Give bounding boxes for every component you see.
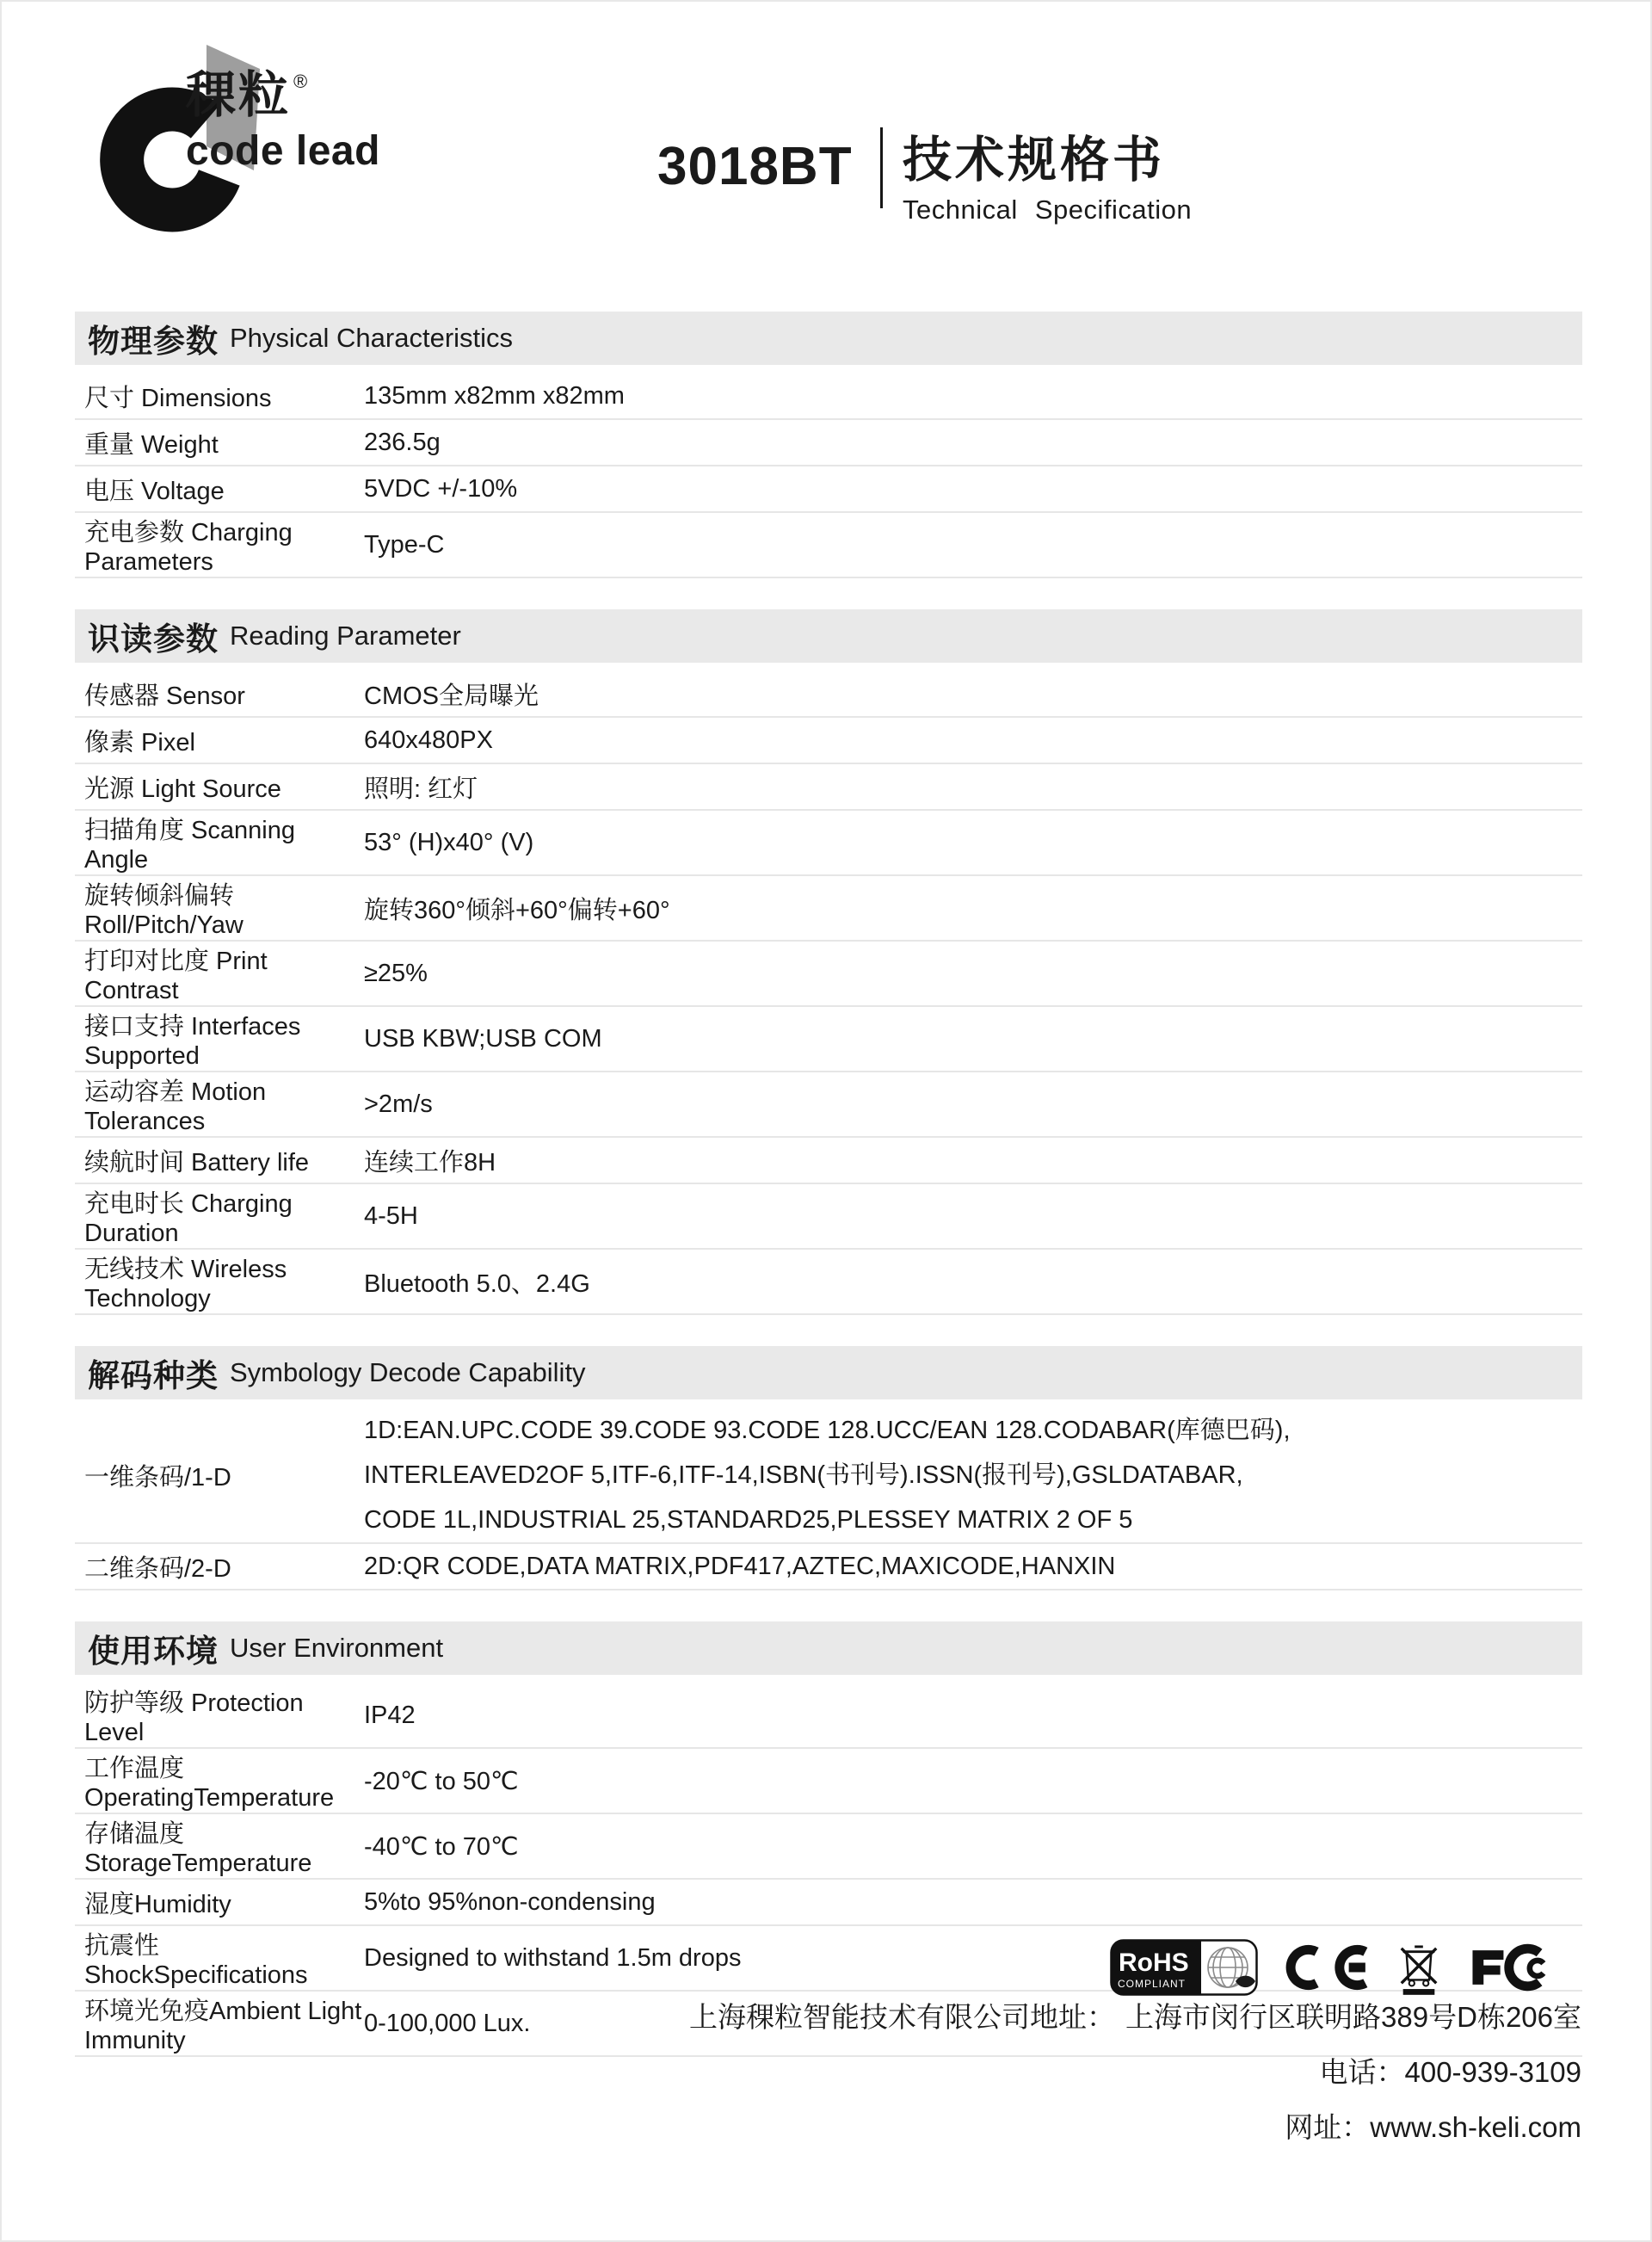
spec-value: Designed to withstand 1.5m drops — [364, 1943, 742, 1972]
spec-value: -40℃ to 70℃ — [364, 1832, 519, 1861]
spec-value: 5VDC +/-10% — [364, 474, 518, 503]
spec-value — [364, 1408, 1291, 1542]
spec-label: 接口支持 Interfaces Supported — [84, 1013, 301, 1070]
spec-value: ≥25% — [364, 959, 428, 987]
spec-label: 充电时长 Charging Duration — [84, 1190, 293, 1247]
spec-value: CMOS全局曝光 — [364, 682, 539, 710]
spec-value: 连续工作8H — [364, 1148, 496, 1177]
certification-logos — [1110, 1936, 1556, 1998]
section-title-cn: 识读参数 — [88, 621, 219, 657]
fcc-mark — [1464, 1942, 1556, 1993]
spec-sections — [75, 312, 1582, 2088]
spec-value: Bluetooth 5.0、2.4G — [364, 1269, 590, 1298]
spec-value: USB KBW;USB COM — [364, 1024, 602, 1053]
spec-value-line: 1D:EAN.UPC.CODE 39.CODE 93.CODE 128.UCC/EAN 128.CODABAR(库德巴码), — [364, 1417, 1291, 1444]
spec-label: 存储温度StorageTemperature — [84, 1820, 312, 1877]
spec-row — [75, 876, 1582, 942]
product-model: 3018BT — [657, 137, 853, 196]
section-title-cn: 物理参数 — [88, 324, 219, 359]
spec-label: 抗震性ShockSpecifications — [84, 1932, 308, 1989]
spec-label: 像素 Pixel — [84, 728, 195, 757]
spec-row — [75, 1007, 1582, 1072]
spec-row — [75, 764, 1582, 811]
registered-trademark-symbol: ® — [293, 71, 311, 92]
spec-value: 0-100,000 Lux. — [364, 2009, 531, 2037]
spec-value: 2D:QR CODE,DATA MATRIX,PDF417,AZTEC,MAXICODE,HANXIN — [364, 1552, 1116, 1580]
rohs-text: RoHS — [1119, 1949, 1189, 1977]
spec-value: >2m/s — [364, 1090, 433, 1118]
spec-row — [75, 466, 1582, 513]
company-address: 上海市闵行区联明路389号D栋206室 — [1125, 2001, 1581, 2033]
spec-label: 二维条码/2-D — [84, 1554, 231, 1583]
spec-row — [75, 1184, 1582, 1250]
spec-row — [75, 671, 1582, 718]
section-header — [75, 1621, 1582, 1675]
document-title-cn: 技术规格书 — [903, 133, 1165, 188]
spec-row — [75, 1683, 1582, 1749]
spec-value: 旋转360°倾斜+60°偏转+60° — [364, 896, 670, 924]
brand-cn-text: 稞粒 — [186, 67, 292, 123]
brand-block — [186, 55, 380, 175]
section-1 — [75, 312, 1582, 578]
company-address-label: 上海稞粒智能技术有限公司地址： — [689, 2001, 1116, 2033]
spec-label: 续航时间 Battery life — [84, 1148, 310, 1177]
spec-value: 5%to 95%non-condensing — [364, 1887, 656, 1916]
website-line — [689, 2109, 1581, 2146]
spec-label: 重量 Weight — [84, 430, 219, 459]
spec-label: 充电参数 Charging Parameters — [84, 519, 293, 576]
spec-label: 无线技术 Wireless Technology — [84, 1256, 287, 1312]
section-2 — [75, 609, 1582, 1315]
spec-row — [75, 1544, 1582, 1590]
section-title-en: Symbology Decode Capability — [230, 1357, 586, 1387]
spec-label: 一维条码/1-D — [84, 1463, 231, 1492]
phone-label: 电话： — [1319, 2056, 1405, 2088]
spec-row — [75, 1880, 1582, 1926]
spec-label: 工作温度OperatingTemperature — [84, 1755, 335, 1812]
rohs-compliant-text: COMPLIANT — [1118, 1978, 1187, 1990]
spec-row — [75, 1814, 1582, 1880]
spec-value: 640x480PX — [364, 726, 493, 754]
spec-row — [75, 1138, 1582, 1184]
section-3 — [75, 1346, 1582, 1590]
rohs-compliant-badge — [1110, 1939, 1258, 1996]
spec-label: 防护等级 Protection Level — [84, 1689, 304, 1746]
spec-label: 环境光免疫Ambient Light Immunity — [84, 1998, 362, 2054]
spec-label: 尺寸 Dimensions — [84, 384, 272, 412]
spec-value: IP42 — [364, 1701, 416, 1729]
document-title-en: Technical Specification — [903, 195, 1193, 225]
spec-label: 传感器 Sensor — [84, 682, 245, 710]
brand-name-en: code lead — [186, 128, 380, 174]
spec-label: 光源 Light Source — [84, 775, 281, 803]
phone-line — [689, 2054, 1581, 2091]
spec-label: 湿度Humidity — [84, 1890, 231, 1918]
spec-label: 打印对比度 Print Contrast — [84, 948, 268, 1004]
title-divider — [880, 127, 883, 208]
spec-row — [75, 1250, 1582, 1315]
spec-label: 运动容差 Motion Tolerances — [84, 1078, 267, 1135]
spec-row — [75, 942, 1582, 1007]
brand-name-cn — [186, 55, 380, 122]
spec-row — [75, 1749, 1582, 1814]
website-label: 网址： — [1285, 2111, 1371, 2143]
spec-label: 扫描角度 Scanning Angle — [84, 817, 295, 874]
section-title-en: User Environment — [230, 1633, 444, 1663]
section-title-cn: 使用环境 — [88, 1634, 219, 1669]
spec-row — [75, 718, 1582, 764]
spec-row — [75, 420, 1582, 466]
section-header — [75, 312, 1582, 365]
spec-row — [75, 1408, 1582, 1544]
spec-value-line: CODE 1L,INDUSTRIAL 25,STANDARD25,PLESSEY MATRIX 2 OF 5 — [364, 1506, 1133, 1534]
section-title-cn: 解码种类 — [88, 1358, 219, 1393]
company-contact — [689, 1998, 1581, 2164]
spec-value: 4-5H — [364, 1201, 418, 1230]
section-header — [75, 1346, 1582, 1399]
spec-row — [75, 513, 1582, 578]
website-url: www.sh-keli.com — [1370, 2111, 1581, 2143]
spec-value: 236.5g — [364, 428, 441, 456]
spec-value: 135mm x82mm x82mm — [364, 381, 625, 410]
ce-mark — [1280, 1943, 1373, 1992]
spec-row — [75, 1072, 1582, 1138]
weee-crossed-out-bin-icon — [1396, 1936, 1442, 1998]
spec-label: 电压 Voltage — [84, 477, 225, 505]
spec-value: -20℃ to 50℃ — [364, 1767, 519, 1795]
spec-value-line: INTERLEAVED2OF 5,ITF-6,ITF-14,ISBN(书刊号).ISSN(报刊号),GSLDATABAR, — [364, 1461, 1243, 1489]
spec-value: 照明: 红灯 — [364, 775, 478, 803]
spec-value: 53° (H)x40° (V) — [364, 828, 534, 856]
spec-row — [75, 374, 1582, 420]
section-title-en: Reading Parameter — [230, 621, 461, 651]
spec-label: 旋转倾斜偏转 Roll/Pitch/Yaw — [84, 882, 243, 939]
spec-value: Type-C — [364, 530, 445, 559]
company-address-line — [689, 1998, 1581, 2036]
section-title-en: Physical Characteristics — [230, 323, 514, 353]
section-header — [75, 609, 1582, 663]
phone-number: 400-939-3109 — [1404, 2056, 1581, 2088]
spec-row — [75, 811, 1582, 876]
